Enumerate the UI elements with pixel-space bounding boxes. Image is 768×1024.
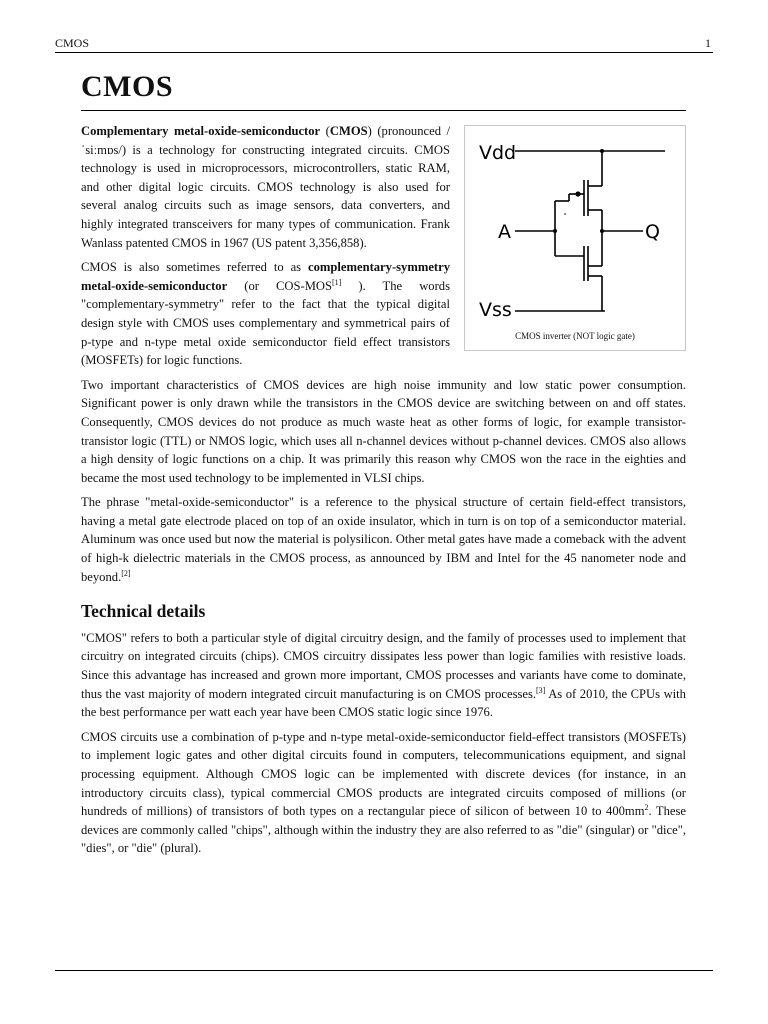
running-header [55,36,713,53]
bold-term-cmos-full: Complementary metal-oxide-semiconductor [81,124,321,138]
intro-paragraph-3: Two important characteristics of CMOS devices are high noise immunity and low static power consumption. Significant power is only drawn while the transistors in the CMOS device are switching between on and off states. Consequently, CMOS devices do not produce as much waste heat as other forms of logic, for example transistor-transistor logic (TTL) or NMOS logic, which uses all n-channel devices without p-channel devices. CMOS also allows a high density of logic functions on a chip. It was primarily this reason why CMOS won the race in the eighties and became the most used technology to be implemented in VLSI chips. [81,377,686,485]
input-a-label: A [498,221,511,243]
intro-paragraph-2: CMOS is also sometimes referred to as complementary-symmetry metal-oxide-semiconductor (or COS-MOS[1] ). The words "complementary-symmetry" refer to the fact that the typical digital design style with CMOS uses complementary and symmetrical pairs of p-type and n-type metal oxide semiconductor field effect transistors (MOSFETs) for logic functions. [81,260,450,368]
cmos-inverter-diagram [465,126,685,326]
intro-paragraph-4: The phrase "metal-oxide-semiconductor" is a reference to the physical structure of certain field-effect transistors, having a metal gate electrode placed on top of an oxide insulator, which in turn is on top of a semiconductor material. Aluminum was once used but now the material is polysilicon. Other metal gates have made a comeback with the advent of high-k dielectric materials in the CMOS process, as announced by IBM and Intel for the 45 nanometer node and beyond.[2] [81,495,686,584]
technical-paragraph-2: CMOS circuits use a combination of p-type and n-type metal-oxide-semiconductor field-effect transistors (MOSFETs) to implement logic gates and other digital circuits found in computers, telecommunications equipment, and signal processing equipment. Although CMOS logic can be implemented with discrete devices (for instance, in an introductory circuits class), typical commercial CMOS products are integrated circuits composed of millions (or hundreds of millions) of transistors of both types on a rectangular piece of silicon of between 10 to $400mm^2$. These devices are commonly called "chips", although within the industry they are also referred to as "die" (singular) or "dice", "dies", or "die" (plural). [81,729,686,856]
citation-2[interactable]: [2] [121,568,131,578]
superscript-squared: 2 [644,803,649,813]
bold-term-complementary-symmetry: complementary-symmetry metal-oxide-semiconductor [81,260,450,293]
citation-1[interactable]: [1] [332,277,342,287]
citation-3[interactable]: [3] [536,685,546,695]
vss-label: Vss [479,299,512,321]
figure-caption: CMOS inverter (NOT logic gate) [515,331,635,341]
vdd-label: Vdd [479,142,517,164]
title-divider [81,110,686,111]
intro-paragraph-1: Complementary metal-oxide-semiconductor (CMOS) (pronounced /ˈsiːmɒs/) is a technology for constructing integrated circuits. CMOS technology is used in microprocessors, microcontrollers, static RAM, and other digital logic circuits. CMOS technology is also used for several analog circuits such as image sensors, data converters, and highly integrated transceivers for many types of communication. Frank Wanlass patented CMOS in 1967 (US patent 3,356,858). [81,124,451,250]
article-title: CMOS [81,70,173,103]
article-body [81,122,686,864]
page-number: 1 [705,36,711,50]
cmos-inverter-figure [464,125,686,351]
footer-divider [55,970,713,971]
section-heading-technical-details: Technical details [81,601,206,622]
bold-abbr-cmos: CMOS [329,124,368,138]
running-title: CMOS [55,36,90,50]
technical-paragraph-1: "CMOS" refers to both a particular style of digital circuitry design, and the family of processes used to implement that circuitry on integrated circuits (chips). CMOS circuitry dissipates less power than logic families with resistive loads. Since this advantage has increased and grown more important, CMOS processes and variants have come to dominate, thus the vast majority of modern integrated circuit manufacturing is on CMOS processes.[3] As of 2010, the CPUs with the best performance per watt each year have been CMOS static logic since 1976. [81,630,686,720]
output-q-label: Q [645,221,660,243]
